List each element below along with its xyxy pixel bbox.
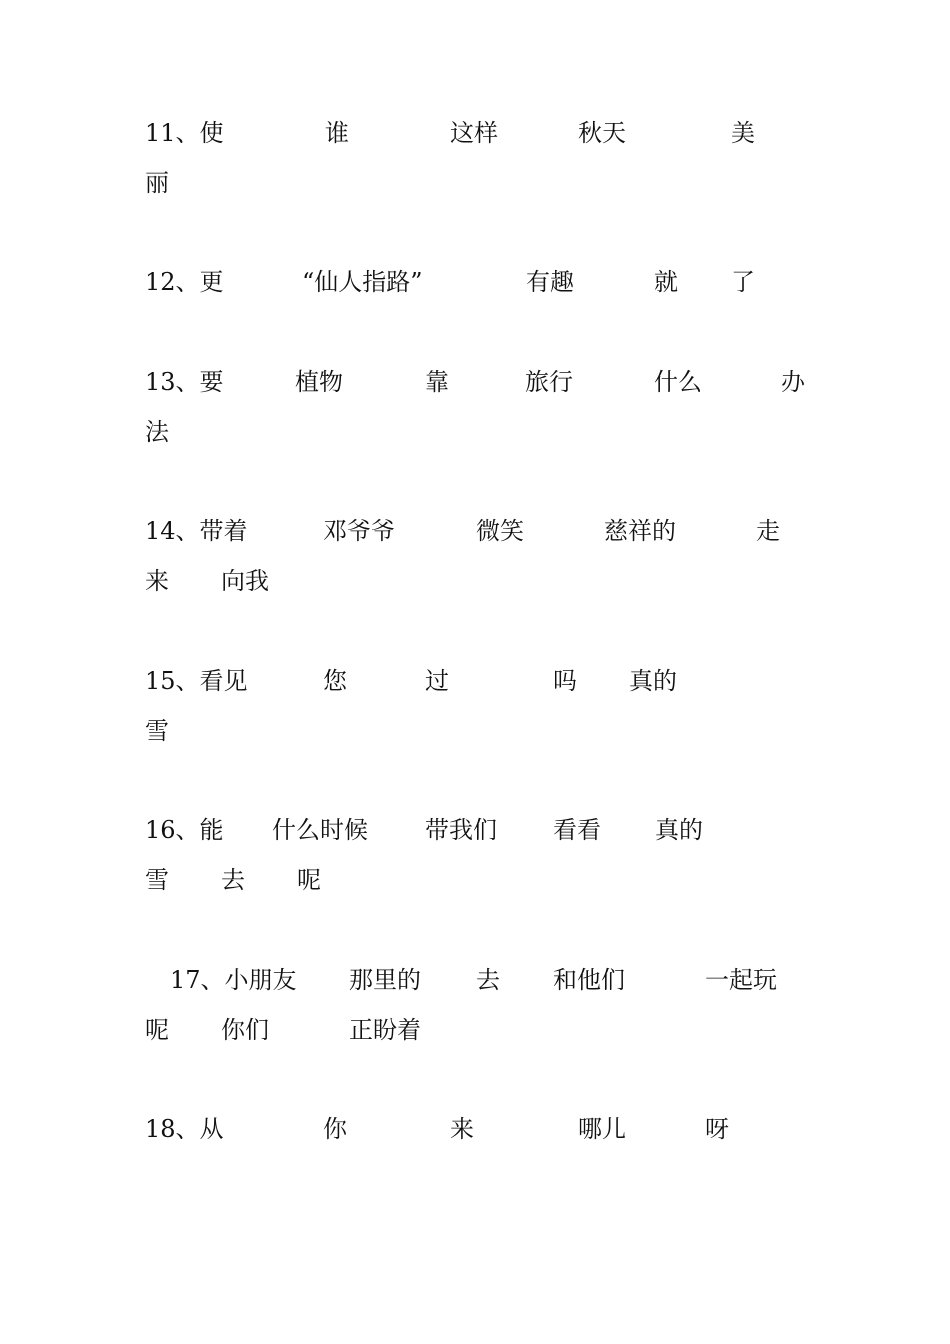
word: 什么时候: [272, 816, 368, 844]
item-14-line-2: [145, 563, 845, 599]
word: 去: [476, 966, 500, 994]
word: 哪儿: [578, 1115, 626, 1143]
word: 去: [221, 866, 245, 894]
word: 吗: [553, 667, 577, 695]
item-11-line-1: [145, 115, 845, 151]
word: 正盼着: [349, 1016, 421, 1044]
word: 邓爷爷: [323, 517, 395, 545]
word: 了: [731, 268, 755, 296]
word: 来: [145, 567, 169, 595]
word: 旅行: [525, 368, 573, 396]
word: 就: [654, 268, 678, 296]
word: 谁: [325, 119, 349, 147]
word: 和他们: [553, 966, 625, 994]
word: 一起玩: [705, 966, 777, 994]
item-17-line-2: [145, 1012, 845, 1048]
word: 真的: [655, 816, 703, 844]
item-17-line-1: [145, 962, 845, 998]
word: 办: [781, 368, 805, 396]
item-13-line-2: [145, 414, 845, 450]
word: “仙人指路”: [302, 268, 423, 296]
word: 向我: [221, 567, 269, 595]
item-16-line-2: [145, 862, 845, 898]
word: 这样: [450, 119, 498, 147]
word: 带我们: [425, 816, 497, 844]
item-18-line-1: [145, 1111, 845, 1147]
word: 你: [323, 1115, 347, 1143]
word: 慈祥的: [604, 517, 676, 545]
word: 过: [425, 667, 449, 695]
word: 靠: [425, 368, 449, 396]
item-16-line-1: [145, 812, 845, 848]
word: 微笑: [476, 517, 524, 545]
word: 美: [731, 119, 755, 147]
item-12-line-1: [145, 264, 845, 300]
word: 呀: [705, 1115, 729, 1143]
item-15-line-2: [145, 713, 845, 749]
word: 雪: [145, 866, 169, 894]
word: 12、更: [145, 268, 224, 296]
item-14-line-1: [145, 513, 845, 549]
word: 有趣: [526, 268, 574, 296]
word: 15、看见: [145, 667, 248, 695]
word: 丽: [145, 169, 169, 197]
word: 走: [756, 517, 780, 545]
word: 什么: [654, 368, 702, 396]
word: 那里的: [349, 966, 421, 994]
word: 雪: [145, 717, 169, 745]
word: 14、带着: [145, 517, 248, 545]
word: 植物: [295, 368, 343, 396]
word: 你们: [221, 1016, 269, 1044]
word: 13、要: [145, 368, 224, 396]
word: 真的: [629, 667, 677, 695]
item-11-line-2: [145, 165, 845, 201]
word: 16、能: [145, 816, 224, 844]
word: 呢: [297, 866, 321, 894]
word: 您: [323, 667, 347, 695]
word: 来: [450, 1115, 474, 1143]
word: 看看: [553, 816, 601, 844]
item-15-line-1: [145, 663, 845, 699]
word: 18、从: [145, 1115, 224, 1143]
word: 法: [145, 418, 169, 446]
word: 11、使: [145, 119, 224, 147]
word: 呢: [145, 1016, 169, 1044]
word: 秋天: [578, 119, 626, 147]
word: 17、小朋友: [170, 966, 297, 994]
item-13-line-1: [145, 364, 845, 400]
